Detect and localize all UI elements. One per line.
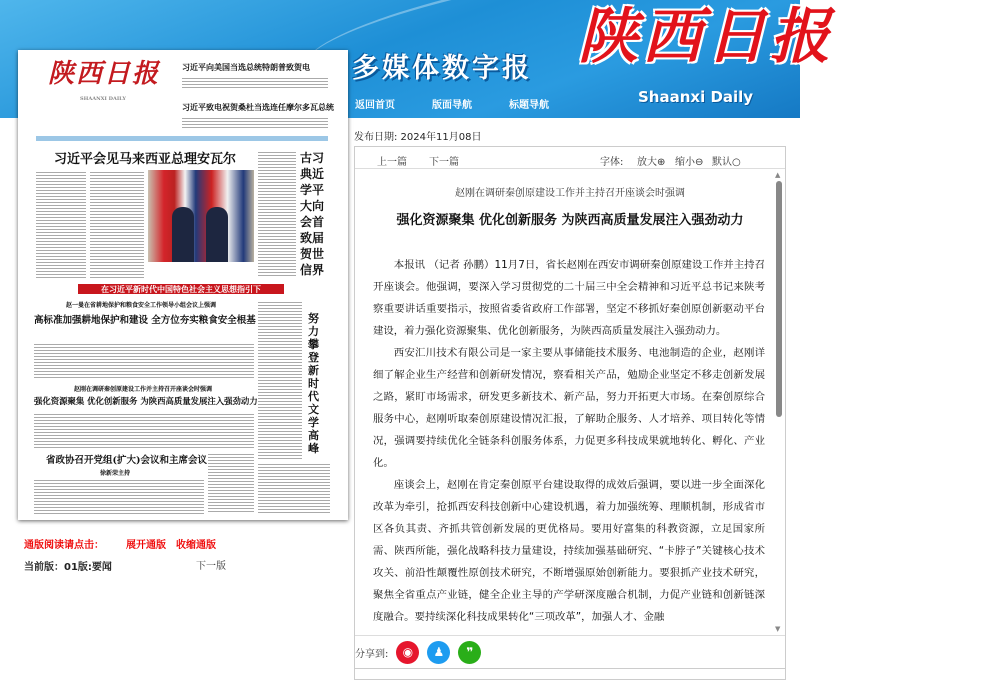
newspaper-page-image[interactable] (18, 50, 348, 520)
paper-subhead: 赵一曼在省耕地保护和粮食安全工作领导小组会议上强调 (66, 302, 217, 309)
scroll-down-arrow-icon[interactable]: ▼ (775, 625, 781, 633)
article-content[interactable] (355, 169, 785, 635)
font-default-button[interactable]: 默认○ (712, 157, 741, 168)
brand-title: 多媒体数字报 (352, 53, 532, 84)
nav-home[interactable]: 返回首页 (355, 100, 395, 111)
paper-headline[interactable]: 省政协召开党组(扩大)会议和主席会议 (46, 455, 207, 466)
expand-full-page-link[interactable]: 展开通版 (126, 540, 166, 551)
collapse-full-page-link[interactable]: 收缩通版 (176, 540, 216, 551)
font-shrink-button[interactable]: 缩小⊖ (675, 157, 704, 168)
article-paragraph: 西安汇川技术有限公司是一家主要从事储能技术服务、电池制造的企业，赵刚详细了解企业生产经营和创新研发情况，察看相关产品，勉励企业坚定不移走创新发展之路，紧盯市场需求，研发更多新技术、新产品，努力开拓更大市场。在秦创原综合服务中心，赵刚听取秦创原建设情况汇报，了解助企服务、人才培养、项目转化等情况，强调要持续优化全链条科创服务体系，力促更多科技成果就地转化、孵化、产业化。 (373, 347, 765, 469)
paper-headline[interactable]: 强化资源聚集 优化创新服务 为陕西高质量发展注入强劲动力 (34, 396, 258, 406)
publish-date: 发布日期: 2024年11月08日 (354, 132, 482, 143)
paper-headline[interactable]: 习近平致电祝贺桑杜当选连任摩尔多瓦总统 (182, 102, 334, 112)
paper-subhead: 徐新荣主持 (100, 470, 131, 477)
article-toolbar (355, 147, 785, 169)
share-bar (355, 635, 785, 669)
nav-page-navigation[interactable]: 版面导航 (432, 100, 472, 111)
news-photo[interactable] (148, 170, 254, 262)
nav-title-navigation[interactable]: 标题导航 (509, 100, 549, 111)
paper-subhead: 赵刚在调研秦创原建设工作并主持召开座谈会时强调 (74, 386, 213, 393)
article-title: 强化资源聚集 优化创新服务 为陕西高质量发展注入强劲动力 (396, 213, 744, 228)
paper-headline[interactable]: 习近平向美国当选总统特朗普致贺电 (182, 62, 310, 72)
article-scrollbar[interactable] (775, 171, 783, 633)
current-page-label: 当前版：01版:要闻 (24, 562, 112, 573)
font-enlarge-button[interactable]: 放大⊕ (637, 157, 666, 168)
paper-headline[interactable]: 古习典近学平大向会首致届贺世信界 (300, 151, 325, 277)
full-page-label: 通版阅读请点击： (24, 540, 104, 551)
shaanxi-daily-logo: 陕西日报 (578, 2, 834, 72)
scrollbar-thumb[interactable] (776, 181, 782, 417)
article-panel (354, 146, 786, 680)
qq-icon[interactable]: ♟ (427, 641, 450, 664)
main-nav (340, 94, 571, 118)
full-page-controls (24, 536, 216, 551)
paper-logo: 陕西日报 (48, 59, 161, 89)
paper-headline[interactable]: 努力攀登新时代文学高峰 (308, 312, 319, 455)
paper-banner[interactable]: 在习近平新时代中国特色社会主义思想指引下 (78, 284, 284, 294)
weibo-icon[interactable]: ◉ (396, 641, 419, 664)
wechat-icon[interactable]: ❞ (458, 641, 481, 664)
next-article-link[interactable]: 下一篇 (429, 157, 459, 168)
font-label: 字体: (600, 157, 624, 168)
paper-logo-en: SHAANXI DAILY (80, 96, 126, 102)
logo-english: Shaanxi Daily (638, 88, 754, 106)
article-subtitle: 赵刚在调研秦创原建设工作并主持召开座谈会时强调 (455, 188, 685, 199)
next-page-link[interactable]: 下一版 (196, 561, 226, 572)
paper-headline[interactable]: 习近平会见马来西亚总理安瓦尔 (54, 152, 237, 167)
prev-article-link[interactable]: 上一篇 (377, 157, 407, 168)
article-paragraph: 本报讯 （记者 孙鹏）11月7日，省长赵刚在西安市调研秦创原建设工作并主持召开座谈会。他强调，要深入学习贯彻党的二十届三中全会精神和习近平总书记来陕考察重要讲话重要指示，按照省委省政府工作部署，坚定不移抓好秦创原创新驱动平台建设，着力强化资源聚集、优化创新服务，为陕西高质量发展注入强劲动力。 (373, 259, 765, 337)
paper-headline[interactable]: 高标准加强耕地保护和建设 全方位夯实粮食安全根基 (34, 315, 256, 326)
share-label: 分享到: (355, 648, 389, 660)
scroll-up-arrow-icon[interactable]: ▲ (775, 171, 781, 179)
article-paragraph: 座谈会上，赵刚在肯定秦创原平台建设取得的成效后强调，要以进一步全面深化改革为牵引，抢抓西安科技创新中心建设机遇，着力加强统筹、理顺机制，形成省市区各负其责、齐抓共管创新发展的更优格局。要用好富集的科教资源，立足国家所需、陕西所能，强化战略科技力量建设，持续加强基础研究、“卡脖子”关键核心技术攻关、前沿性颠覆性原创技术研究，不断增强原始创新能力。要狠抓产业技术研究，聚焦全省重点产业链，健全企业主导的产学研深度融合机制，力促产业链和创新链深度融合。要持续深化科技成果转化“三项改革”，加强人才、金融 (373, 479, 765, 623)
